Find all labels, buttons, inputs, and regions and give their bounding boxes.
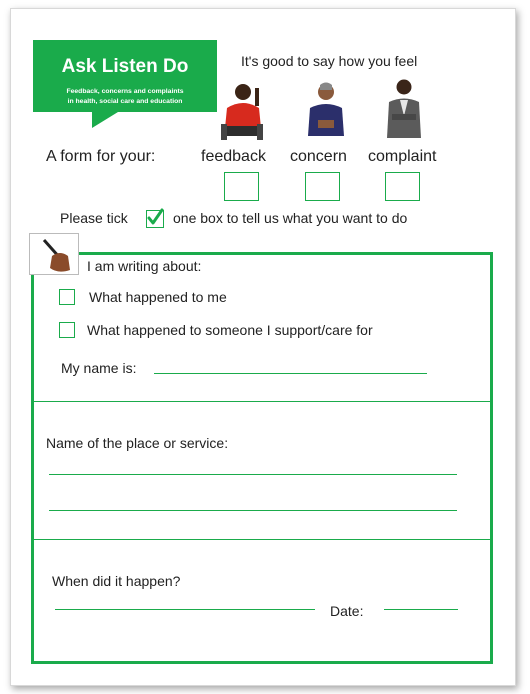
writing-about-heading: I am writing about:: [87, 258, 202, 274]
section-divider-2: [34, 539, 490, 540]
logo-subtitle: [33, 87, 217, 107]
place-input-line-1[interactable]: [49, 474, 457, 475]
ask-listen-do-logo: [33, 40, 217, 112]
option-concern-label: concern: [290, 148, 347, 165]
complaint-checkbox[interactable]: [385, 172, 420, 201]
concern-checkbox[interactable]: [305, 172, 340, 201]
date-input-line[interactable]: [384, 609, 458, 610]
writing-hand-icon: [29, 233, 79, 275]
pen-icon: [30, 234, 78, 274]
date-label: Date:: [330, 603, 364, 619]
person-concern-image: [302, 80, 350, 142]
feedback-checkbox[interactable]: [224, 172, 259, 201]
example-tick-box: [146, 210, 164, 228]
person-complaint-image: [380, 76, 428, 142]
tagline: It's good to say how you feel: [241, 53, 418, 69]
check-icon: [146, 208, 164, 226]
tick-instruction-after: one box to tell us what you want to do: [173, 210, 408, 226]
tick-instruction-before: Please tick: [60, 210, 128, 226]
my-name-label: My name is:: [61, 360, 137, 376]
happened-to-someone-label: What happened to someone I support/care for: [87, 322, 373, 338]
form-for-label: A form for your:: [46, 148, 156, 165]
my-name-input-line[interactable]: [154, 373, 427, 374]
section-divider-1: [34, 401, 490, 402]
logo-subtitle-line1: Feedback, concerns and complaints: [66, 88, 184, 95]
happened-to-me-checkbox[interactable]: [59, 289, 75, 305]
logo-speech-tail: [92, 112, 118, 128]
happened-to-me-label: What happened to me: [89, 289, 227, 305]
form-details-frame: [31, 252, 493, 664]
option-complaint-label: complaint: [368, 148, 437, 165]
when-input-line[interactable]: [55, 609, 315, 610]
place-input-line-2[interactable]: [49, 510, 457, 511]
option-feedback-label: feedback: [201, 148, 266, 165]
when-happened-label: When did it happen?: [52, 573, 181, 589]
place-service-label: Name of the place or service:: [46, 435, 229, 451]
logo-title: Ask Listen Do: [61, 56, 189, 77]
happened-to-someone-checkbox[interactable]: [59, 322, 75, 338]
person-feedback-image: [217, 80, 265, 142]
logo-subtitle-line2: in health, social care and education: [67, 98, 183, 105]
